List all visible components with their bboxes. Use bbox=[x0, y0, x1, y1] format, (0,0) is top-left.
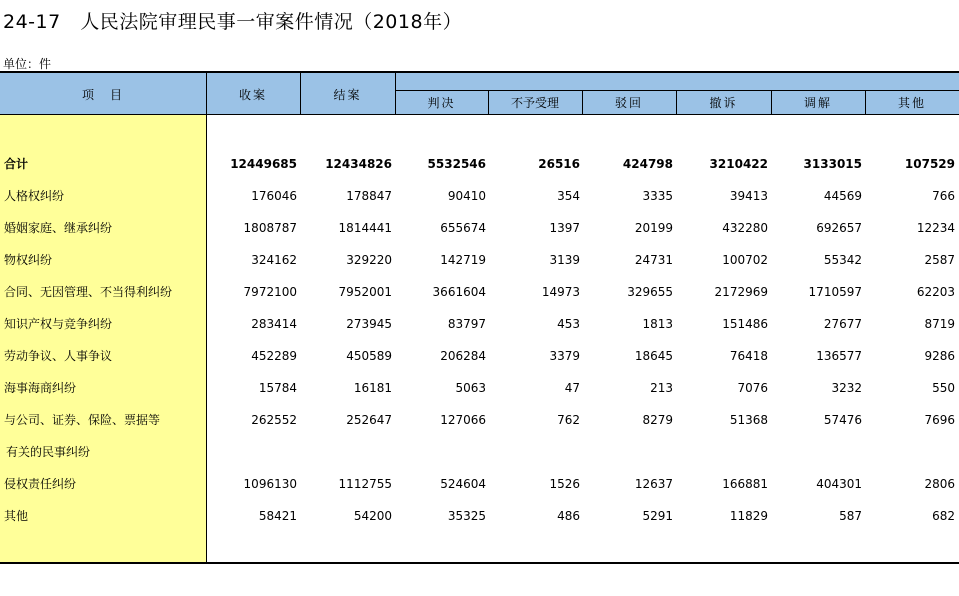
cell-closed: 252647 bbox=[346, 413, 392, 427]
header-top-rule bbox=[0, 71, 959, 73]
cell-not-accepted: 1397 bbox=[549, 221, 580, 235]
cell-mediation: 692657 bbox=[816, 221, 862, 235]
table-bottom-rule bbox=[0, 562, 959, 564]
page-title: 24-17 人民法院审理民事一审案件情况（2018年） bbox=[3, 11, 463, 33]
cell-judgment: 90410 bbox=[447, 189, 486, 203]
cell-not-accepted: 3379 bbox=[549, 349, 580, 363]
cell-other: 2587 bbox=[924, 253, 955, 267]
cell-mediation: 587 bbox=[839, 509, 862, 523]
cell-not-accepted: 14973 bbox=[541, 285, 580, 299]
cell-closed: 7952001 bbox=[338, 285, 392, 299]
row-label: 劳动争议、人事争议 bbox=[4, 349, 113, 363]
table-row bbox=[0, 212, 959, 244]
cell-rejected: 1813 bbox=[642, 317, 673, 331]
cell-mediation: 55342 bbox=[823, 253, 862, 267]
cell-received: 324162 bbox=[251, 253, 297, 267]
table-row bbox=[0, 180, 959, 212]
cell-withdrawn: 100702 bbox=[722, 253, 768, 267]
cell-judgment: 655674 bbox=[440, 221, 486, 235]
header-received: 收案 bbox=[238, 88, 267, 102]
cell-rejected: 8279 bbox=[642, 413, 673, 427]
cell-mediation: 136577 bbox=[816, 349, 862, 363]
cell-judgment: 127066 bbox=[440, 413, 486, 427]
header-rejected: 驳回 bbox=[614, 96, 643, 110]
cell-rejected: 24731 bbox=[634, 253, 673, 267]
cell-judgment: 3661604 bbox=[432, 285, 486, 299]
header-item: 项 目 bbox=[81, 88, 124, 102]
header-judgment: 判决 bbox=[427, 96, 456, 110]
cell-rejected: 18645 bbox=[634, 349, 673, 363]
cell-closed: 16181 bbox=[353, 381, 392, 395]
row-label: 知识产权与竞争纠纷 bbox=[4, 317, 113, 331]
header-closed: 结案 bbox=[333, 88, 362, 102]
cell-rejected: 213 bbox=[650, 381, 673, 395]
cell-mediation: 3133015 bbox=[803, 157, 862, 171]
header-subdivider bbox=[395, 90, 959, 91]
cell-not-accepted: 26516 bbox=[538, 157, 580, 171]
row-label: 合同、无因管理、不当得利纠纷 bbox=[4, 285, 173, 299]
cell-received: 283414 bbox=[251, 317, 297, 331]
cell-withdrawn: 7076 bbox=[737, 381, 768, 395]
cell-withdrawn: 51368 bbox=[729, 413, 768, 427]
cell-other: 62203 bbox=[916, 285, 955, 299]
cell-closed: 12434826 bbox=[325, 157, 392, 171]
cell-other: 2806 bbox=[924, 477, 955, 491]
cell-judgment: 5063 bbox=[455, 381, 486, 395]
cell-other: 766 bbox=[932, 189, 955, 203]
table-row bbox=[0, 308, 959, 340]
cell-withdrawn: 166881 bbox=[722, 477, 768, 491]
row-label: 海事海商纠纷 bbox=[4, 381, 77, 395]
table-row bbox=[0, 276, 959, 308]
cell-not-accepted: 762 bbox=[557, 413, 580, 427]
cell-other: 682 bbox=[932, 509, 955, 523]
row-label: 与公司、证券、保险、票据等 bbox=[4, 413, 161, 427]
header-not-accepted: 不予受理 bbox=[510, 96, 559, 110]
cell-rejected: 3335 bbox=[642, 189, 673, 203]
cell-withdrawn: 2172969 bbox=[714, 285, 768, 299]
unit-label: 单位：件 bbox=[3, 57, 52, 71]
cell-judgment: 524604 bbox=[440, 477, 486, 491]
table-row bbox=[0, 404, 959, 436]
cell-not-accepted: 47 bbox=[564, 381, 580, 395]
cell-not-accepted: 453 bbox=[557, 317, 580, 331]
table-row bbox=[0, 500, 959, 532]
cell-closed: 54200 bbox=[353, 509, 392, 523]
cell-received: 262552 bbox=[251, 413, 297, 427]
table-row bbox=[0, 468, 959, 500]
cell-received: 7972100 bbox=[243, 285, 297, 299]
cell-other: 107529 bbox=[904, 157, 955, 171]
cell-closed: 329220 bbox=[346, 253, 392, 267]
cell-judgment: 206284 bbox=[440, 349, 486, 363]
cell-mediation: 27677 bbox=[823, 317, 862, 331]
cell-withdrawn: 39413 bbox=[729, 189, 768, 203]
cell-received: 12449685 bbox=[230, 157, 297, 171]
cell-other: 550 bbox=[932, 381, 955, 395]
header-other: 其他 bbox=[897, 96, 926, 110]
cell-received: 1096130 bbox=[243, 477, 297, 491]
cell-received: 452289 bbox=[251, 349, 297, 363]
row-label: 侵权责任纠纷 bbox=[4, 477, 77, 491]
cell-mediation: 44569 bbox=[823, 189, 862, 203]
cell-mediation: 404301 bbox=[816, 477, 862, 491]
cell-not-accepted: 3139 bbox=[549, 253, 580, 267]
cell-not-accepted: 354 bbox=[557, 189, 580, 203]
cell-not-accepted: 486 bbox=[557, 509, 580, 523]
table-row bbox=[0, 436, 959, 468]
cell-judgment: 142719 bbox=[440, 253, 486, 267]
cell-withdrawn: 432280 bbox=[722, 221, 768, 235]
cell-rejected: 12637 bbox=[634, 477, 673, 491]
cell-rejected: 329655 bbox=[627, 285, 673, 299]
table-row bbox=[0, 244, 959, 276]
table-row bbox=[0, 372, 959, 404]
cell-not-accepted: 1526 bbox=[549, 477, 580, 491]
cell-judgment: 5532546 bbox=[427, 157, 486, 171]
header-withdrawn: 撤诉 bbox=[709, 96, 738, 110]
cell-closed: 273945 bbox=[346, 317, 392, 331]
cell-closed: 450589 bbox=[346, 349, 392, 363]
cell-closed: 1814441 bbox=[338, 221, 392, 235]
cell-mediation: 57476 bbox=[823, 413, 862, 427]
row-label: 物权纠纷 bbox=[4, 253, 53, 267]
cell-withdrawn: 151486 bbox=[722, 317, 768, 331]
cell-closed: 1112755 bbox=[338, 477, 392, 491]
cell-rejected: 5291 bbox=[642, 509, 673, 523]
cell-other: 9286 bbox=[924, 349, 955, 363]
table-row bbox=[0, 340, 959, 372]
cell-withdrawn: 11829 bbox=[729, 509, 768, 523]
cell-other: 8719 bbox=[924, 317, 955, 331]
cell-received: 15784 bbox=[258, 381, 297, 395]
row-label: 婚姻家庭、继承纠纷 bbox=[4, 221, 113, 235]
cell-rejected: 20199 bbox=[634, 221, 673, 235]
cell-mediation: 1710597 bbox=[808, 285, 862, 299]
header-mediation: 调解 bbox=[803, 96, 832, 110]
cell-judgment: 83797 bbox=[447, 317, 486, 331]
cell-received: 176046 bbox=[251, 189, 297, 203]
cell-judgment: 35325 bbox=[447, 509, 486, 523]
row-label: 有关的民事纠纷 bbox=[6, 445, 91, 459]
cell-other: 12234 bbox=[916, 221, 955, 235]
cell-received: 58421 bbox=[258, 509, 297, 523]
cell-withdrawn: 3210422 bbox=[709, 157, 768, 171]
cell-rejected: 424798 bbox=[622, 157, 673, 171]
cell-closed: 178847 bbox=[346, 189, 392, 203]
cell-other: 7696 bbox=[924, 413, 955, 427]
cell-withdrawn: 76418 bbox=[729, 349, 768, 363]
row-label: 合计 bbox=[4, 157, 29, 171]
cell-mediation: 3232 bbox=[831, 381, 862, 395]
row-label: 其他 bbox=[4, 509, 29, 523]
row-label: 人格权纠纷 bbox=[4, 189, 65, 203]
cell-received: 1808787 bbox=[243, 221, 297, 235]
table-row-total bbox=[0, 148, 959, 180]
